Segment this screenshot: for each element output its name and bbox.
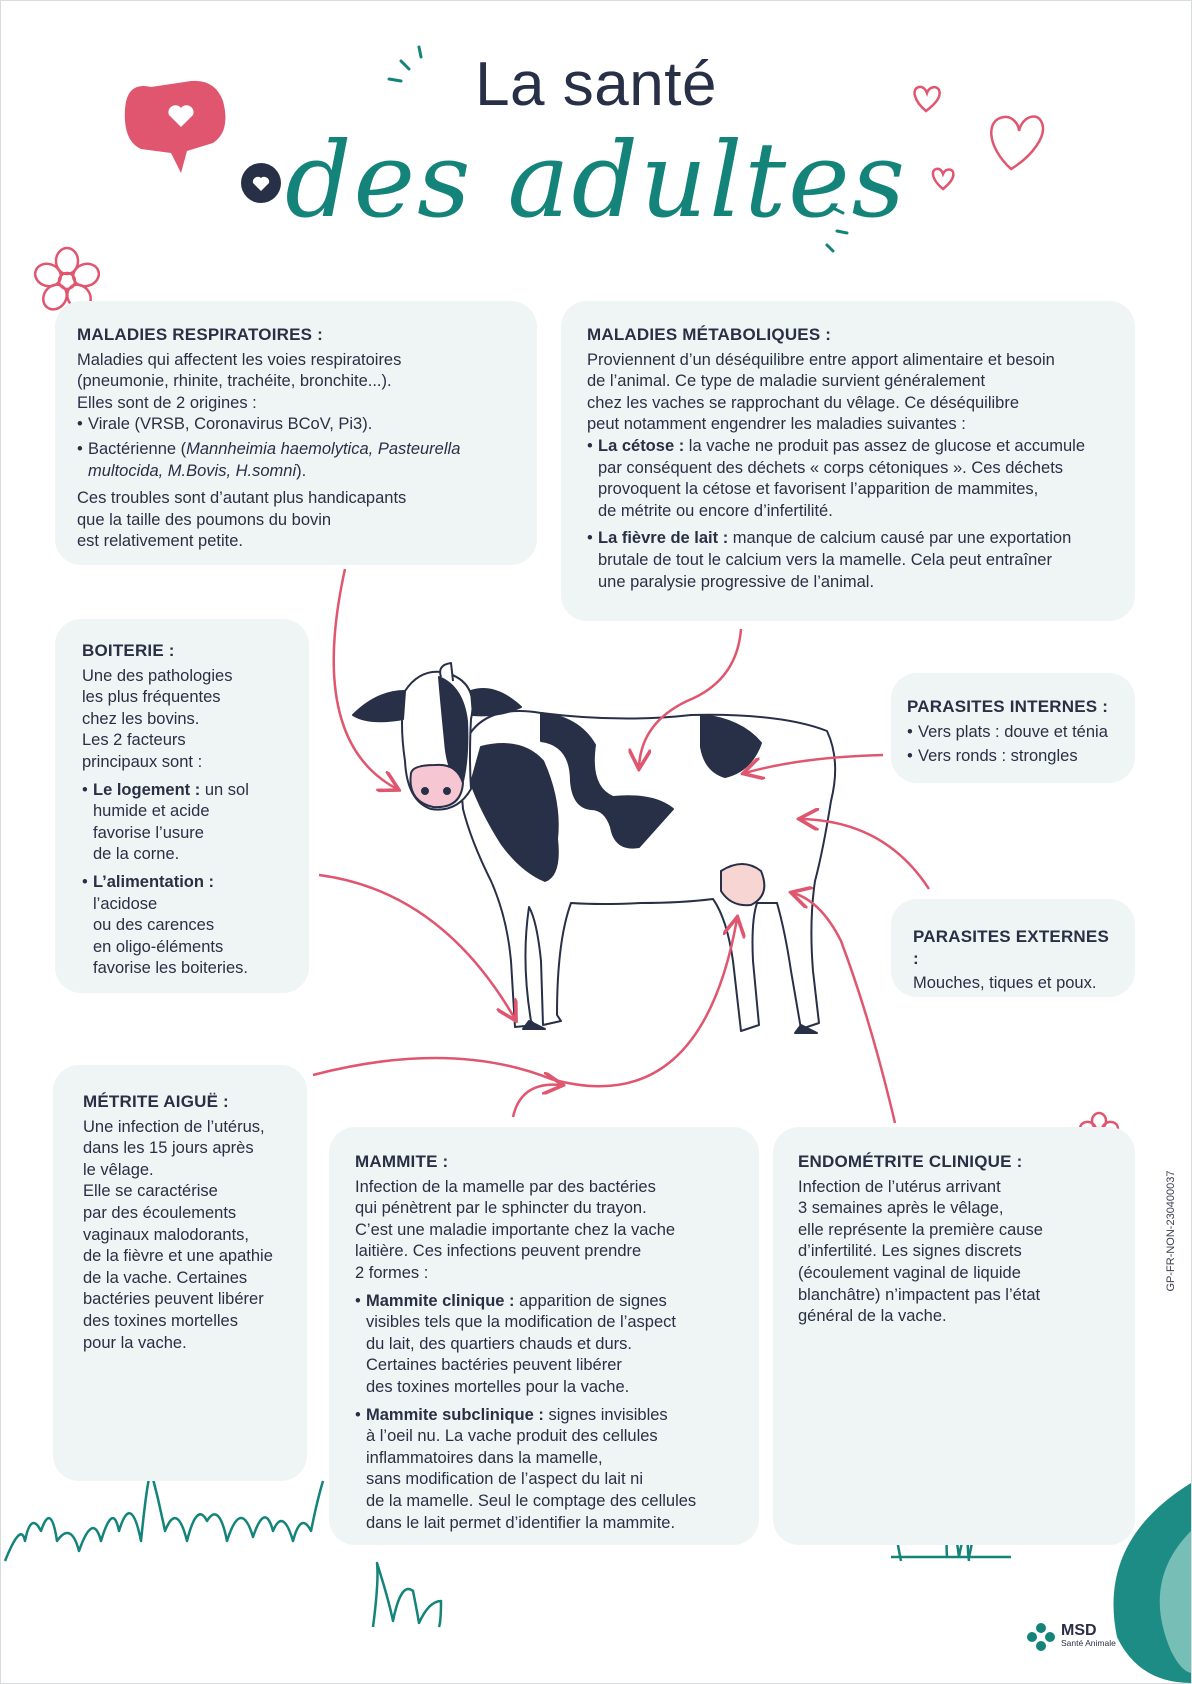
card-intro: Proviennent d’un déséquilibre entre apport alimentaire et besoin de l’animal. Ce type de maladie survient généralement chez les vaches se rapprochant du vêlage. Ce déséquilibre peut notamment engendrer les maladies suivantes : [587,350,1055,434]
logo-subtitle: Santé Animale [1061,1638,1116,1648]
document-code: GP-FR-NON-230400037 [1165,1170,1177,1292]
card-heading: BOITERIE : [82,641,175,660]
origin-bacterial-end: ). [296,461,307,480]
item-term: Mammite subclinique : [366,1405,544,1424]
msd-logo-icon [1027,1623,1055,1651]
card-intro: Maladies qui affectent les voies respiratoires (pneumonie, rhinite, trachéite, bronchite...). Elles sont de 2 origines : [77,350,402,412]
list-item [77,439,515,482]
list-item [907,722,1113,744]
origin-viral: Virale (VRSB, Coronavirus BCoV, Pi3). [88,415,373,434]
card-heading: MAMMITE : [355,1152,449,1171]
item-text: signes invisibles à l’oeil nu. La vache produit des cellules inflammatoires dans la mamelle, sans modification de l’aspect du lait ni de la mamelle. Seul le comptage des cellules dans le lait permet d’identifier la mammite. [366,1405,697,1532]
item-term: Le logement : [93,780,201,799]
card-acute-metritis [53,1065,307,1481]
card-heading: MÉTRITE AIGUË : [83,1092,229,1111]
list-item [77,414,515,436]
card-clinical-endometritis [773,1127,1135,1545]
origin-list [77,414,515,482]
item-term: La fièvre de lait : [598,529,729,548]
list-item [82,872,287,980]
cow-illustration [353,663,835,1033]
origin-bacterial: Bactérienne ( [88,439,187,458]
card-heading: PARASITES INTERNES : [907,697,1109,716]
list-item [587,528,1113,593]
card-outro: Ces troubles sont d’autant plus handicapants que la taille des poumons du bovin est relativement petite. [77,489,407,551]
card-text: Mouches, tiques et poux. [913,974,1097,993]
item-text: un sol humide et acide favorise l’usure de la corne. [93,780,249,864]
item-term: Mammite clinique : [366,1291,515,1310]
bacteria-names: Mannheimia haemolytica, Pasteurella multocida, M.Bovis, H.somni [88,439,461,480]
card-heading: ENDOMÉTRITE CLINIQUE : [798,1152,1023,1171]
card-intro: Une des pathologies les plus fréquentes chez les bovins. Les 2 facteurs principaux sont : [82,666,233,771]
item-text: Vers plats : douve et ténia [918,722,1108,741]
list-item [587,436,1113,522]
list-item [355,1291,737,1399]
card-metabolic-diseases [561,301,1135,621]
form-list [355,1291,737,1535]
logo-name: MSD [1061,1622,1097,1639]
card-respiratory-diseases [55,301,537,565]
title-line-1: La santé [475,50,717,119]
card-heading: MALADIES RESPIRATOIRES : [77,325,323,344]
list-item [355,1405,737,1535]
list-item [907,746,1113,768]
item-term: La cétose : [598,436,685,455]
parasite-list [907,722,1113,768]
card-intro: Infection de la mamelle par des bactéries qui pénètrent par le sphincter du trayon. C’est une maladie importante chez la vache laitière. Ces infections peuvent prendre 2 formes : [355,1177,676,1282]
card-text: Une infection de l’utérus, dans les 15 jours après le vêlage. Elle se caractérise par des écoulements vaginaux malodorants, de la fièvre et une apathie de la vache. Certaines bactéries peuvent libérer des toxines mortelles pour la vache. [83,1117,273,1352]
card-lameness [55,619,309,993]
item-text: Vers ronds : strongles [918,747,1078,766]
item-text: la vache ne produit pas assez de glucose et accumule par conséquent des déchets « corps cétoniques ». Ces déchets provoquent la cétose et favorisent l’apparition de mammites, de métrite ou encore d’infertilité. [598,436,1086,520]
disease-list [587,436,1113,593]
item-text: manque de calcium causé par une exportation brutale de tout le calcium vers la mamelle. Cela peut entraîner une paralysie progressive de l’animal. [598,529,1072,591]
item-text: l’acidose ou des carences en oligo-éléments favorise les boiteries. [93,894,248,978]
msd-logo [1027,1623,1116,1651]
card-heading: MALADIES MÉTABOLIQUES : [587,325,832,344]
card-heading: PARASITES EXTERNES : [913,927,1109,968]
card-internal-parasites [891,673,1135,783]
title-line-2: des adultes [284,119,908,241]
card-text: Infection de l’utérus arrivant 3 semaines après le vêlage, elle représente la première cause d’infertilité. Les signes discrets (écoulement vaginal de liquide blanchâtre) n’impactent pas l’état général de la vache. [798,1177,1043,1326]
factor-list [82,780,287,980]
card-mastitis [329,1127,759,1545]
card-external-parasites [891,899,1135,997]
item-term: L’alimentation : [93,872,215,891]
list-item [82,780,287,866]
item-text: apparition de signes visibles tels que la modification de l’aspect du lait, des quartiers chauds et durs. Certaines bactéries peuvent libérer des toxines mortelles pour la vache. [366,1291,676,1396]
